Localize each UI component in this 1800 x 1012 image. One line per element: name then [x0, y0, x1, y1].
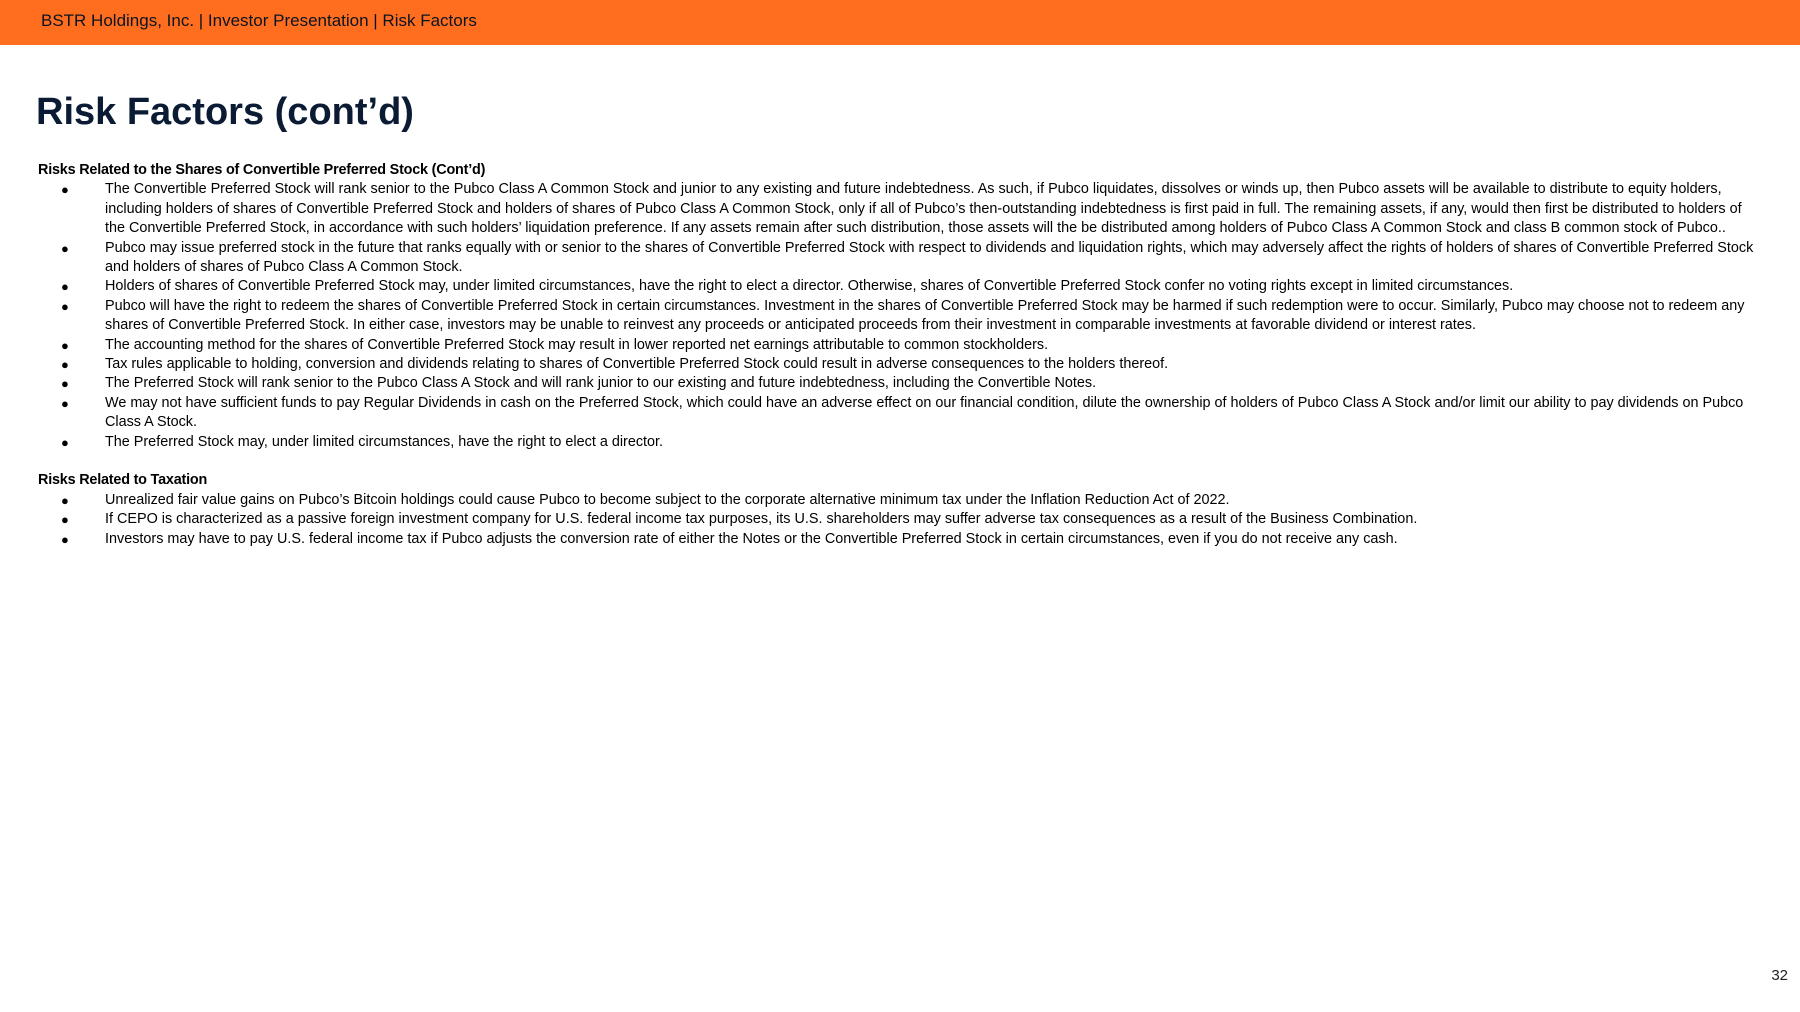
bullet-icon: ● — [61, 434, 69, 450]
list-item-text: Unrealized fair value gains on Pubco’s Bitcoin holdings could cause Pubco to become subject to the corporate alternative minimum tax under the Inflation Reduction Act of 2022. — [105, 491, 1230, 508]
bullet-icon: ● — [61, 240, 69, 256]
list-item — [38, 277, 1758, 296]
list-item — [38, 180, 1758, 238]
bullet-icon: ● — [61, 531, 69, 547]
bullet-list — [38, 180, 1758, 452]
bullet-icon: ● — [61, 357, 69, 373]
risk-factors-content — [38, 161, 1758, 549]
list-item — [38, 433, 1758, 452]
bullet-icon: ● — [61, 395, 69, 411]
list-item-text: The Convertible Preferred Stock will rank senior to the Pubco Class A Common Stock and junior to any existing and future indebtedness. As such, if Pubco liquidates, dissolves or winds up, then Pubco assets will be available to distribute to equity holders, including holders of shares of Convertible Preferred Stock and holders of shares of Pubco Class A Common Stock, only if all of Pubco’s then-outstanding indebtedness is first paid in full. The remaining assets, if any, would then first be distributed to holders of the Convertible Preferred Stock, in accordance with such holders’ liquidation preference. If any assets remain after such distribution, those assets will the be distributed among holders of Pubco Class A Common Stock and class B common stock of Pubco.. — [105, 181, 1742, 237]
list-item-text: Tax rules applicable to holding, conversion and dividends relating to shares of Convertible Preferred Stock could result in adverse consequences to the holders thereof. — [105, 356, 1169, 373]
list-item-text: The Preferred Stock will rank senior to the Pubco Class A Stock and will rank junior to our existing and future indebtedness, including the Convertible Notes. — [105, 375, 1097, 392]
page-number: 32 — [1771, 967, 1788, 984]
list-item-text: The accounting method for the shares of Convertible Preferred Stock may result in lower reported net earnings attributable to common stockholders. — [105, 336, 1049, 353]
section-convertible-preferred-stock — [38, 161, 1758, 452]
list-item — [38, 374, 1758, 393]
bullet-icon: ● — [61, 298, 69, 314]
list-item — [38, 336, 1758, 355]
page-title: Risk Factors (cont’d) — [36, 91, 414, 133]
list-item — [38, 510, 1758, 529]
list-item — [38, 530, 1758, 549]
list-item — [38, 394, 1758, 433]
header-breadcrumb: BSTR Holdings, Inc. | Investor Presentation | Risk Factors — [41, 11, 477, 30]
bullet-icon: ● — [61, 279, 69, 295]
list-item-text: Holders of shares of Convertible Preferred Stock may, under limited circumstances, have the right to elect a director. Otherwise, shares of Convertible Preferred Stock confer no voting rights except in limited circumstances. — [105, 278, 1514, 295]
bullet-list — [38, 491, 1758, 549]
bullet-icon: ● — [61, 376, 69, 392]
section-taxation — [38, 471, 1758, 549]
list-item — [38, 355, 1758, 374]
section-heading: Risks Related to the Shares of Convertible Preferred Stock (Cont’d) — [38, 162, 486, 178]
bullet-icon: ● — [61, 182, 69, 198]
list-item-text: We may not have sufficient funds to pay Regular Dividends in cash on the Preferred Stock, which could have an adverse effect on our financial condition, dilute the ownership of holders of Pubco Class A Stock and/or limit our ability to pay dividends on Pubco Class A Stock. — [105, 394, 1744, 431]
bullet-icon: ● — [61, 337, 69, 353]
section-heading: Risks Related to Taxation — [38, 472, 208, 489]
list-item-text: Investors may have to pay U.S. federal income tax if Pubco adjusts the conversion rate of either the Notes or the Convertible Preferred Stock in certain circumstances, even if you do not receive any cash. — [105, 530, 1398, 547]
list-item-text: If CEPO is characterized as a passive foreign investment company for U.S. federal income tax purposes, its U.S. shareholders may suffer adverse tax consequences as a result of the Business Combination. — [105, 511, 1418, 528]
list-item-text: The Preferred Stock may, under limited circumstances, have the right to elect a director. — [105, 433, 664, 450]
bullet-icon: ● — [61, 512, 69, 528]
list-item-text: Pubco will have the right to redeem the shares of Convertible Preferred Stock in certain circumstances. Investment in the shares of Convertible Preferred Stock may be harmed if such redemption were to occur. Similarly, Pubco may choose not to redeem any shares of Convertible Preferred Stock. In either case, investors may be unable to reinvest any proceeds or anticipated proceeds from their investment in comparable investments at favorable dividend or interest rates. — [105, 297, 1745, 334]
list-item — [38, 491, 1758, 510]
list-item — [38, 297, 1758, 336]
header-bar — [0, 0, 1800, 45]
list-item-text: Pubco may issue preferred stock in the future that ranks equally with or senior to the shares of Convertible Preferred Stock with respect to dividends and liquidation rights, which may adversely affect the rights of holders of shares of Convertible Preferred Stock and holders of shares of Pubco Class A Common Stock. — [105, 239, 1754, 276]
list-item — [38, 239, 1758, 278]
bullet-icon: ● — [61, 492, 69, 508]
